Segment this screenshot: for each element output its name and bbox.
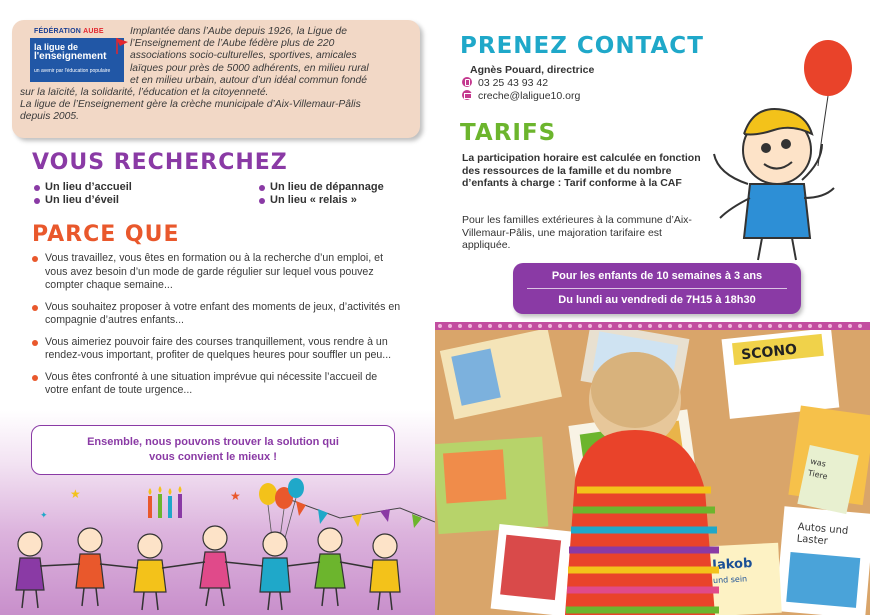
list-item: Un lieu « relais » (259, 194, 459, 207)
list-item: Vous êtes confronté à une situation imprévue qui nécessite l’accueil de votre enfant de toute urgence... (32, 371, 402, 398)
intro-line: La ligue de l’Enseignement gère la crèche municipale d’Aix-Villemaur-Pâlis (20, 99, 361, 111)
list-item: Un lieu d’éveil (34, 194, 234, 207)
book-label: SCONO (740, 341, 798, 364)
hours-ages: Pour les enfants de 10 semaines à 3 ans (551, 270, 763, 282)
contact-email[interactable]: creche@laligue10.org (478, 90, 581, 102)
book-label: was (809, 456, 827, 469)
book-label: Laster (796, 533, 829, 548)
svg-text:★: ★ (70, 487, 81, 501)
intro-line: l’Enseignement de l’Aube fédère plus de 220 (130, 38, 335, 50)
list-item: Vous aimeriez pouvoir faire des courses tranquillement, vous rendre à un rendez-vous important, profiter de quelques heures pour souffler un peu... (32, 336, 402, 363)
contact-email-row[interactable] (462, 90, 580, 102)
logo-federation-accent: AUBE (83, 28, 104, 35)
intro-line: depuis 2005. (20, 111, 79, 123)
contact-title: PRENEZ CONTACT (460, 33, 704, 59)
book-label: Autos und (797, 521, 849, 537)
together-line1: Ensemble, nous pouvons trouver la solution qui (87, 436, 339, 448)
kids-celebration-illustration (0, 478, 435, 615)
svg-text:✦: ✦ (40, 511, 48, 521)
phone-icon (462, 77, 472, 87)
tarifs-title: TARIFS (460, 120, 557, 146)
tarifs-bold-text: La participation horaire est calculée en fonction des ressources de la famille et du nombre d’enfants à charge : Tarif conforme à la CAF (462, 152, 701, 190)
book-label: Jakob (711, 556, 753, 574)
svg-text:★: ★ (230, 489, 241, 503)
intro-line: laïques pour près de 5000 adhérents, en milieu rural (130, 62, 369, 74)
list-item: Vous souhaitez proposer à votre enfant des moments de jeux, d’activités en compagnie d’autres enfants... (32, 301, 402, 328)
logo-tagline: un avenir par l'éducation populaire (34, 68, 111, 74)
parce-que-list (32, 252, 402, 406)
intro-line: Implantée dans l’Aube depuis 1926, la Ligue de (130, 26, 347, 37)
intro-text (20, 26, 410, 124)
contact-phone-row (462, 77, 548, 89)
intro-box (12, 20, 420, 138)
logo-name-line1: la ligue de (34, 42, 79, 52)
child-with-balloon-illustration (702, 38, 870, 263)
contact-phone: 03 25 43 93 42 (478, 77, 549, 89)
logo-federation: FÉDÉRATION (34, 28, 81, 35)
tarifs-normal-text: Pour les familles extérieures à la commune d’Aix-Villemaur-Pâlis, une majoration tarifaire est appliquée. (462, 214, 692, 252)
intro-line: sur la laïcité, la solidarité, l’éducation et la citoyenneté. (20, 87, 269, 99)
dotted-border (435, 322, 870, 330)
list-item: Vous travaillez, vous êtes en formation ou à la recherche d’un emploi, et vous avez besoin d’un mode de garde régulier sur lequel vous pouvez compter chaque semaine... (32, 252, 402, 293)
book-label: Tiere (807, 468, 829, 482)
recherchez-title: VOUS RECHERCHEZ (32, 150, 288, 175)
hours-banner (513, 263, 801, 314)
mail-icon (462, 90, 472, 100)
book-label: und sein (712, 574, 748, 586)
hours-schedule: Du lundi au vendredi de 7H15 à 18h30 (558, 294, 756, 306)
together-callout (31, 425, 395, 475)
intro-line: et en milieu urbain, autour d’un idéal commun fondé (130, 74, 367, 86)
hours-divider (527, 288, 787, 289)
contact-name: Agnès Pouard, directrice (470, 64, 595, 76)
list-item: Un lieu d’accueil (34, 181, 234, 194)
parce-que-title: PARCE QUE (32, 222, 180, 247)
logo-name-line2: l'enseignement (34, 51, 107, 62)
list-item: Un lieu de dépannage (259, 181, 459, 194)
intro-line: associations socio-culturelles, sportives, amicales (130, 50, 357, 62)
child-reading-books-photo (435, 330, 870, 615)
together-line2: vous convient le mieux ! (149, 451, 277, 463)
